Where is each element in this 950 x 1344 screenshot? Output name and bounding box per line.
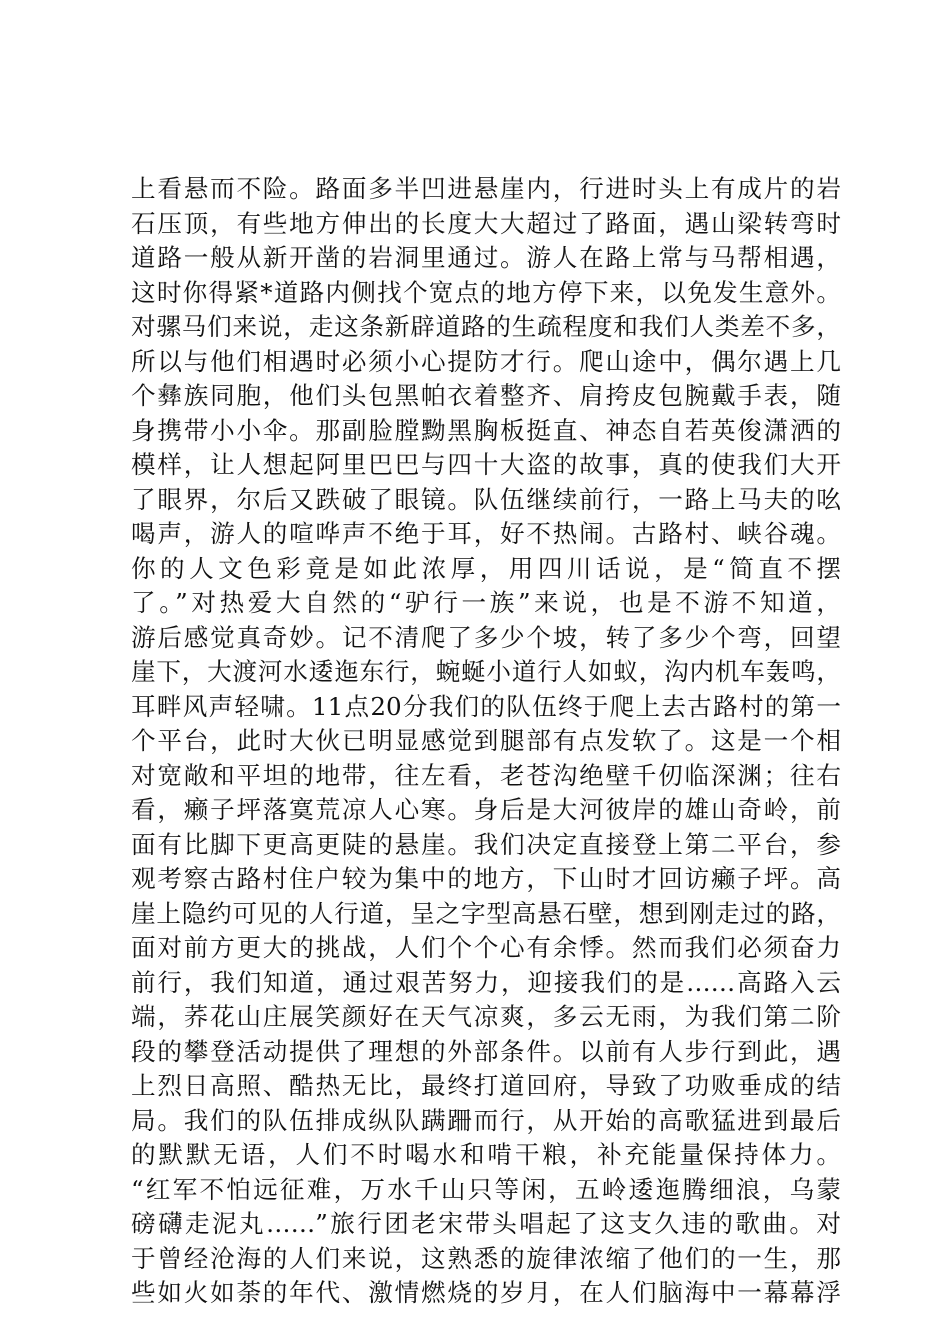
text-line: 模样，让人想起阿里巴巴与四十大盗的故事，真的使我们大开 <box>131 450 841 479</box>
text-line: 上烈日高照、酷热无比，最终打道回府，导致了功败垂成的结 <box>131 1071 841 1100</box>
text-line: 耳畔风声轻啸。11点20分我们的队伍终于爬上去古路村的第一 <box>131 691 841 721</box>
text-line: 喝声，游人的喧哗声不绝于耳，好不热闹。古路村、峡谷魂。 <box>131 519 841 548</box>
text-line: 游后感觉真奇妙。记不清爬了多少个坡，转了多少个弯，回望 <box>131 622 841 652</box>
body-text <box>131 172 841 1311</box>
text-line: 上看悬而不险。路面多半凹进悬崖内，行进时头上有成片的岩 <box>131 174 841 203</box>
text-line: 观考察古路村住户较为集中的地方，下山时才回访癞子坪。高 <box>131 864 841 893</box>
text-line: 崖上隐约可见的人行道，呈之字型高悬石壁，想到刚走过的路， <box>131 898 841 928</box>
text-line: 些如火如荼的年代、激情燃烧的岁月，在人们脑海中一幕幕浮 <box>131 1278 841 1307</box>
text-line: 端，荞花山庄展笑颜好在天气凉爽，多云无雨，为我们第二阶 <box>131 1002 841 1031</box>
text-line: 前行，我们知道，通过艰苦努力，迎接我们的是……高路入云 <box>131 967 841 997</box>
text-line: 磅礴走泥丸……”旅行团老宋带头唱起了这支久违的歌曲。对 <box>131 1209 841 1238</box>
text-line: 你的人文色彩竟是如此浓厚，用四川话说，是“简直不摆 <box>131 553 841 583</box>
text-line: 面有比脚下更高更陡的悬崖。我们决定直接登上第二平台，参 <box>131 829 841 859</box>
text-line: 个平台，此时大伙已明显感觉到腿部有点发软了。这是一个相 <box>131 726 841 755</box>
text-line: 了。”对热爱大自然的“驴行一族”来说，也是不游不知道， <box>131 588 841 617</box>
text-line: 看，癞子坪落寞荒凉人心寒。身后是大河彼岸的雄山奇岭，前 <box>131 795 841 824</box>
text-line: 于曾经沧海的人们来说，这熟悉的旋律浓缩了他们的一生，那 <box>131 1243 841 1273</box>
text-line: 对骡马们来说，走这条新辟道路的生疏程度和我们人类差不多， <box>131 312 841 341</box>
text-line: 道路一般从新开凿的岩洞里通过。游人在路上常与马帮相遇， <box>131 243 841 272</box>
text-line: 所以与他们相遇时必须小心提防才行。爬山途中，偶尔遇上几 <box>131 346 841 376</box>
text-line: 了眼界，尔后又跌破了眼镜。队伍继续前行，一路上马夫的吆 <box>131 484 841 514</box>
text-line: 段的攀登活动提供了理想的外部条件。以前有人步行到此，遇 <box>131 1036 841 1066</box>
text-line: 这时你得紧*道路内侧找个宽点的地方停下来，以免发生意外。 <box>131 277 841 307</box>
text-line: 局。我们的队伍排成纵队蹒跚而行，从开始的高歌猛进到最后 <box>131 1105 841 1135</box>
text-line: 身携带小小伞。那副脸膛黝黑胸板挺直、神态自若英俊潇洒的 <box>131 415 841 445</box>
text-line: 面对前方更大的挑战，人们个个心有余悸。然而我们必须奋力 <box>131 933 841 962</box>
text-line: 个彝族同胞，他们头包黑帕衣着整齐、肩挎皮包腕戴手表，随 <box>131 381 841 410</box>
text-line: 崖下，大渡河水逶迤东行，蜿蜒小道行人如蚁，沟内机车轰鸣， <box>131 657 841 686</box>
text-line: 的默默无语，人们不时喝水和啃干粮，补充能量保持体力。 <box>131 1140 841 1169</box>
text-line: 对宽敞和平坦的地带，往左看，老苍沟绝壁千仞临深渊；往右 <box>131 760 841 790</box>
text-line: “红军不怕远征难，万水千山只等闲，五岭逶迤腾细浪，乌蒙 <box>131 1174 841 1204</box>
text-line: 石压顶，有些地方伸出的长度大大超过了路面，遇山梁转弯时 <box>131 208 841 238</box>
